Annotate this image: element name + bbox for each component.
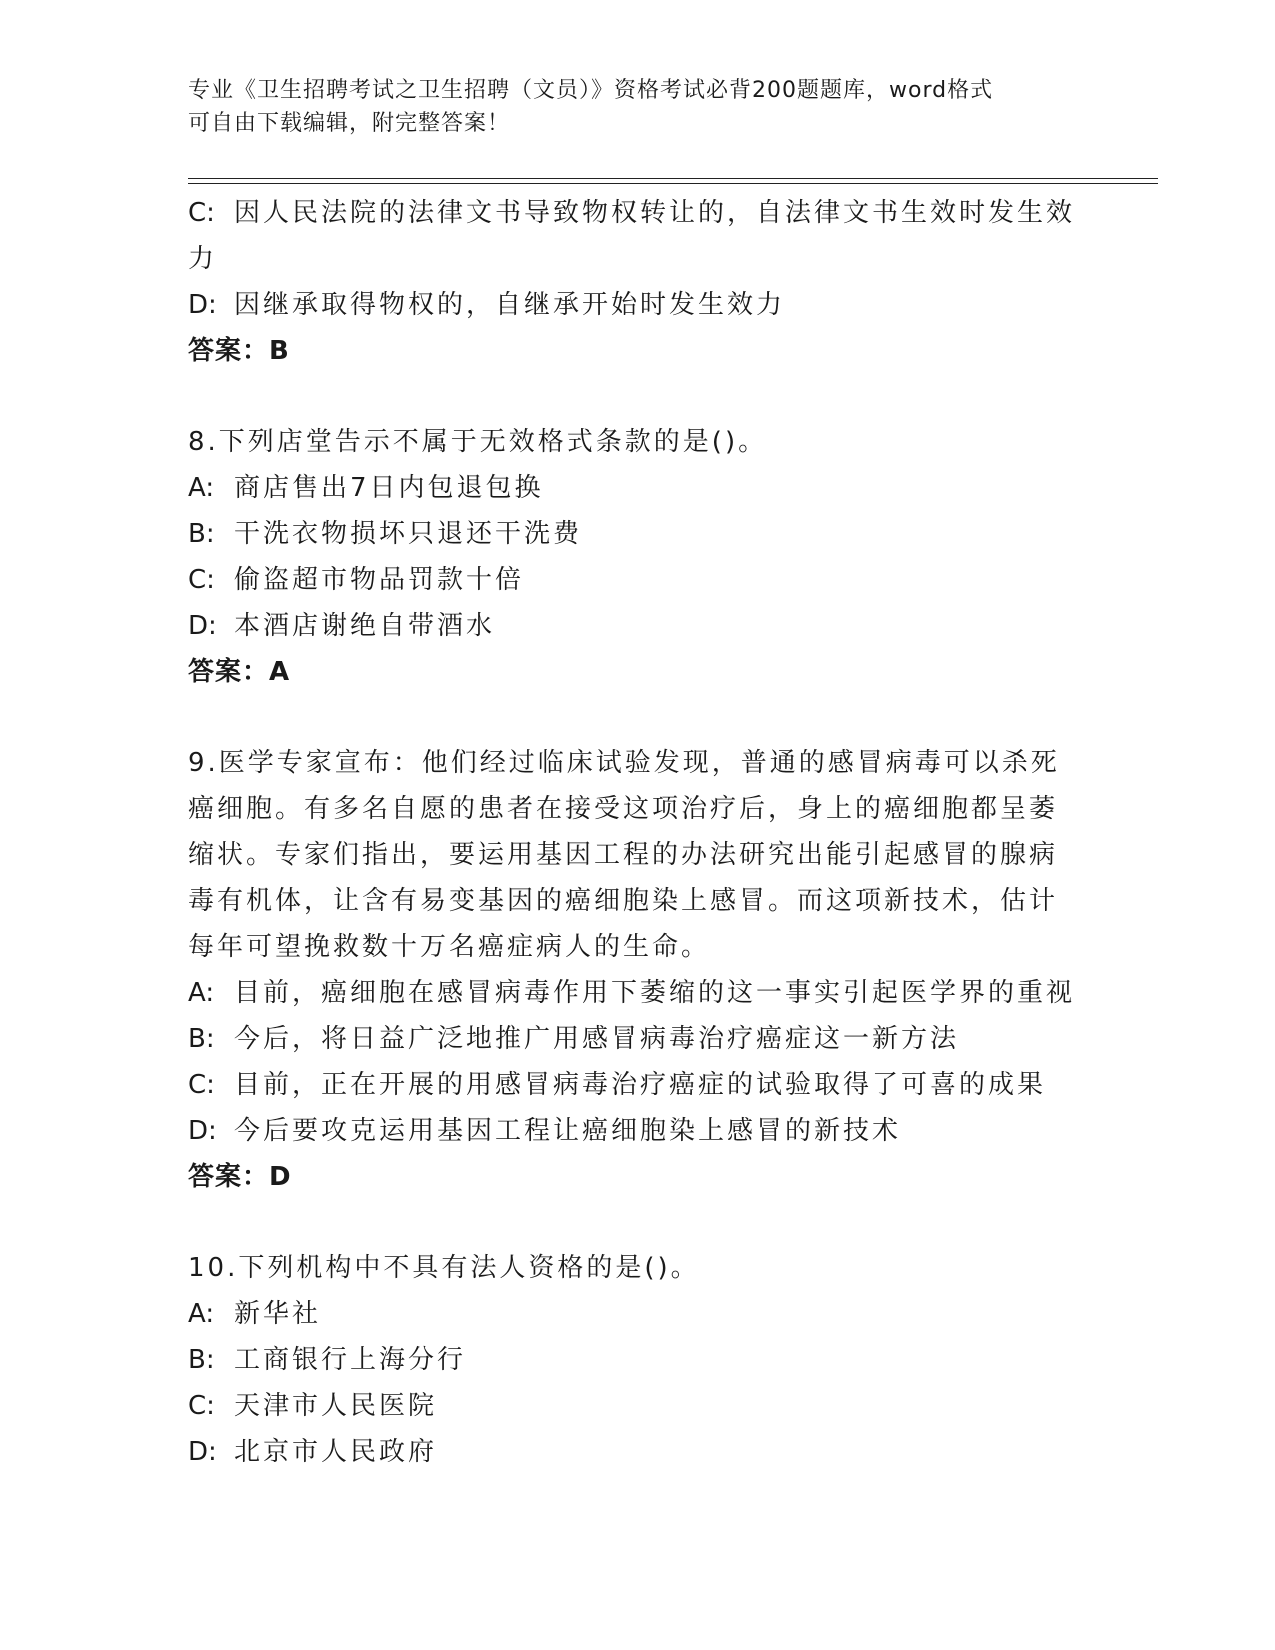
question-stem-line: 癌细胞。有多名自愿的患者在接受这项治疗后，身上的癌细胞都呈萎 xyxy=(188,794,1059,824)
question-stem-line: 缩状。专家们指出，要运用基因工程的办法研究出能引起感冒的腺病 xyxy=(188,840,1059,870)
option-b xyxy=(188,1337,1088,1383)
option-letter: A: xyxy=(188,1299,215,1329)
option-letter: B: xyxy=(188,1345,215,1375)
option-text: 干洗衣物损坏只退还干洗费 xyxy=(234,519,583,549)
option-text: 本酒店谢绝自带酒水 xyxy=(234,611,496,641)
question-stem-line: 毒有机体，让含有易变基因的癌细胞染上感冒。而这项新技术，估计 xyxy=(188,886,1059,916)
question-stem: 8.下列店堂告示不属于无效格式条款的是()。 xyxy=(188,427,768,457)
option-letter: C: xyxy=(188,198,215,228)
option-letter: A: xyxy=(188,978,215,1008)
option-d xyxy=(188,1429,1088,1475)
option-b xyxy=(188,1016,1088,1062)
option-c xyxy=(188,190,1088,236)
option-a xyxy=(188,970,1088,1016)
option-d xyxy=(188,603,1088,649)
option-letter: B: xyxy=(188,1024,215,1054)
answer-line: 答案：A xyxy=(188,657,291,687)
header-title-line-1: 专业《卫生招聘考试之卫生招聘（文员）》资格考试必背200题题库，word格式 xyxy=(188,78,994,103)
option-text: 因人民法院的法律文书导致物权转让的，自法律文书生效时发生效 xyxy=(234,198,1076,228)
option-c xyxy=(188,1062,1088,1108)
option-text: 偷盗超市物品罚款十倍 xyxy=(234,565,525,595)
option-a xyxy=(188,465,1088,511)
option-letter: D: xyxy=(188,1116,217,1146)
option-text: 因继承取得物权的，自继承开始时发生效力 xyxy=(234,290,786,320)
option-text: 今后，将日益广泛地推广用感冒病毒治疗癌症这一新方法 xyxy=(234,1024,960,1054)
option-letter: B: xyxy=(188,519,215,549)
header-title-line-2: 可自由下载编辑，附完整答案！ xyxy=(188,111,511,136)
option-text: 商店售出7日内包退包换 xyxy=(234,473,544,503)
option-a xyxy=(188,1291,1088,1337)
option-c xyxy=(188,557,1088,603)
option-d xyxy=(188,1108,1088,1154)
option-text-continuation: 力 xyxy=(188,244,218,274)
option-letter: D: xyxy=(188,290,217,320)
header-rule-thin xyxy=(188,183,1158,184)
question-stem-line: 9.医学专家宣布：他们经过临床试验发现，普通的感冒病毒可以杀死 xyxy=(188,748,1060,778)
option-text: 今后要攻克运用基因工程让癌细胞染上感冒的新技术 xyxy=(234,1116,902,1146)
option-d xyxy=(188,282,1088,328)
option-c xyxy=(188,1383,1088,1429)
answer-line: 答案：D xyxy=(188,1162,292,1192)
option-letter: D: xyxy=(188,1437,217,1467)
option-text: 北京市人民政府 xyxy=(234,1437,438,1467)
option-letter: C: xyxy=(188,565,215,595)
option-b xyxy=(188,511,1088,557)
option-letter: A: xyxy=(188,473,215,503)
option-text: 天津市人民医院 xyxy=(234,1391,438,1421)
option-text: 目前，癌细胞在感冒病毒作用下萎缩的这一事实引起医学界的重视 xyxy=(234,978,1076,1008)
document-body xyxy=(188,190,1088,1475)
option-text: 新华社 xyxy=(234,1299,322,1329)
question-stem: 10.下列机构中不具有法人资格的是()。 xyxy=(188,1253,700,1283)
answer-line: 答案：B xyxy=(188,336,290,366)
document-header xyxy=(188,74,1088,140)
option-letter: C: xyxy=(188,1070,215,1100)
header-rule-thick xyxy=(188,178,1158,179)
option-text: 目前，正在开展的用感冒病毒治疗癌症的试验取得了可喜的成果 xyxy=(234,1070,1047,1100)
option-letter: D: xyxy=(188,611,217,641)
question-stem-line: 每年可望挽救数十万名癌症病人的生命。 xyxy=(188,932,711,962)
option-letter: C: xyxy=(188,1391,215,1421)
option-text: 工商银行上海分行 xyxy=(234,1345,467,1375)
